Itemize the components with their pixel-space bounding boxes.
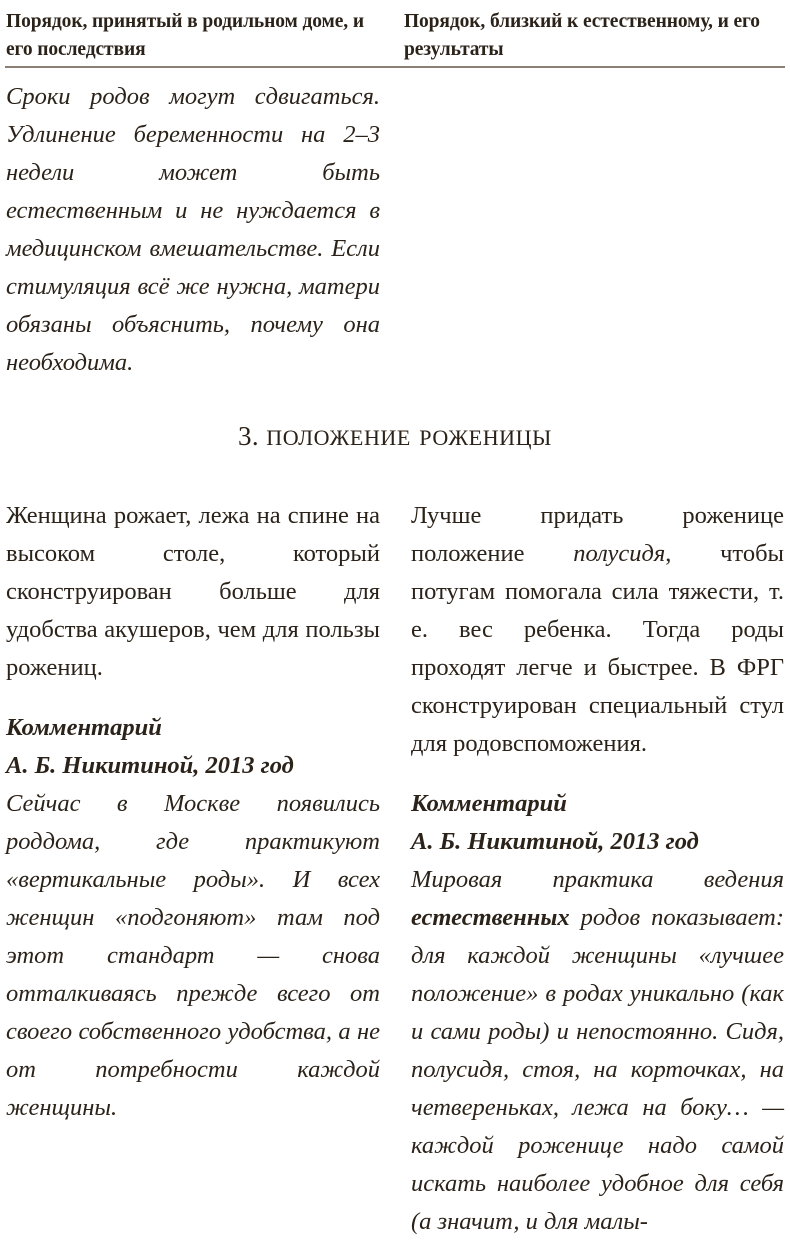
right-spacer xyxy=(411,763,784,785)
left-comment-body: Сейчас в Москве появились роддома, где практикуют «вертикальные роды». И всех женщин «подгоняют» там под этот стандарт — снова отталкиваясь прежде всего от своего собственного удобства, а не от потребности каждой женщины. xyxy=(6,790,380,1121)
left-spacer xyxy=(6,687,380,709)
section-heading xyxy=(0,416,790,453)
section-title: положение роженицы xyxy=(266,417,552,452)
left-main-paragraph: Женщина рожает, лежа на спине на высоком столе, который сконструирован больше для удобства акушеров, чем для пользы рожениц. xyxy=(6,502,380,681)
right-paragraph-part2: , чтобы потугам помогала сила тяжести, т. е. вес ребенка. Тогда роды проходят легче и быстрее. В ФРГ сконструирован специальный стул для родовспоможения. xyxy=(411,540,784,757)
right-comment-part1: Мировая практика ведения xyxy=(411,866,784,893)
header-left: Порядок, принятый в родильном доме, и его последствия xyxy=(6,11,364,60)
right-main-paragraph xyxy=(411,497,784,763)
left-comment-title-line2: А. Б. Никитиной, 2013 год xyxy=(6,752,294,779)
top-column-left xyxy=(0,78,404,382)
right-paragraph-emphasis: полусидя xyxy=(573,540,666,567)
header-divider-rule xyxy=(5,66,785,68)
body-column-right xyxy=(404,497,790,1241)
left-comment-title-line1: Комментарий xyxy=(6,714,162,741)
right-comment-body xyxy=(411,861,784,1241)
right-paragraph-part1: Лучше придать роженице положение xyxy=(411,502,784,567)
right-comment-title-line1: Комментарий xyxy=(411,790,567,817)
top-columns xyxy=(0,78,790,382)
right-comment-part2: родов показывает: для каждой женщины «лучшее положение» в родах уникально (как и сами роды) и непостоянно. Сидя, полусидя, стоя, на корточках, на четвереньках, лежа на боку… — каждой роженице надо самой искать наиболее удобное для себя (а значит, и для малы- xyxy=(411,904,784,1235)
right-comment-title-line2: А. Б. Никитиной, 2013 год xyxy=(411,828,699,855)
top-column-right xyxy=(404,78,790,382)
section-number: 3. xyxy=(238,421,260,451)
header-right: Порядок, близкий к естественному, и его результаты xyxy=(403,11,760,60)
top-left-paragraph: Сроки родов могут сдвигаться. Удлинение беременности на 2–3 недели может быть естественным и не нуждается в медицинском вмешательстве. Если стимуляция всё же нужна, матери обязаны объяснить, почему она необходима. xyxy=(6,83,380,376)
column-headers xyxy=(0,0,790,63)
body-column-left xyxy=(0,497,404,1241)
body-columns xyxy=(0,497,790,1241)
right-comment-bold: естественных xyxy=(411,904,570,931)
